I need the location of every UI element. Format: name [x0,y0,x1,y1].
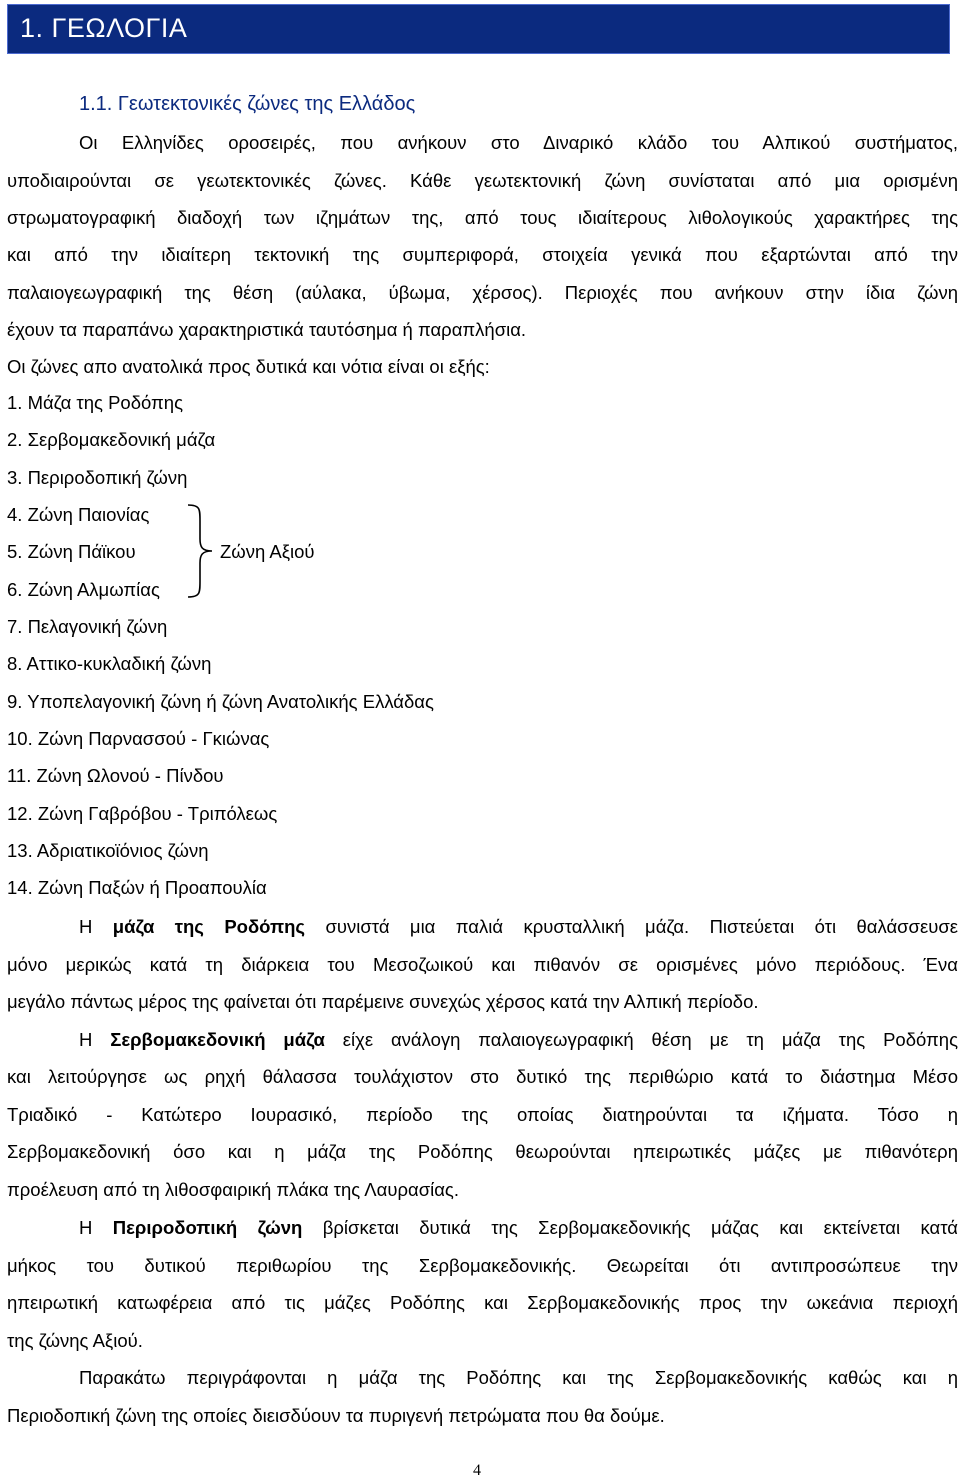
list-item: 11. Ζώνη Ωλονού - Πίνδου [7,765,224,786]
intro-line-7: Οι ζώνες απο ανατολικά προς δυτικά και νότια είναι οι εξής: [7,356,490,377]
list-item: 2. Σερβομακεδονική μάζα [7,429,216,450]
peri-bold-term: Περιροδοπική ζώνη [112,1217,303,1238]
rhodope-line-3: μεγάλο πάντως μέρος της φαίνεται ότι παρέμεινε συνεχώς χέρσος κατά την Αλπική περίοδο. [7,991,759,1012]
below-line-2: Περιοδοπική ζώνη της οποίες διεισδύουν τα πυριγενή πετρώματα που θα δούμε. [7,1405,665,1426]
intro-line-5: παλαιογεωγραφική της θέση (αύλακα, ύβωμα, χέρσος). Περιοχές που ανήκουν στην ίδια ζώνη [7,282,958,303]
rhodope-line-2: μόνο μερικώς κατά τη διάρκεια του Μεσοζωικού και πιθανόν σε ορισμένες μόνο περιόδους. Ένα [7,954,958,975]
intro-line-2: υποδιαιρούνται σε γεωτεκτονικές ζώνες. Κάθε γεωτεκτονική ζώνη συνίσταται από μια ορισμένη [7,170,958,191]
chapter-header-bar [7,4,950,54]
list-item: 10. Ζώνη Παρνασσού - Γκιώνας [7,728,270,749]
serbo-bold-term: Σερβομακεδονική μάζα [110,1029,325,1050]
intro-line-3: στρωματογραφική διαδοχή των ιζημάτων της, από τους ιδιαίτερους λιθολογικούς χαρακτήρες της [7,207,958,228]
below-line-1: Παρακάτω περιγράφονται η μάζα της Ροδόπης και της Σερβομακεδονικής καθώς και η [79,1367,958,1388]
list-item: 4. Ζώνη Παιονίας [7,504,150,525]
peri-line-4: της ζώνης Αξιού. [7,1330,143,1351]
intro-line-4: και από την ιδιαίτερη τεκτονική της συμπεριφορά, στοιχεία γενικά που εξαρτώνται από την [7,244,958,265]
rhodope-bold-term: μάζα της Ροδόπης [112,916,306,937]
list-item: 14. Ζώνη Παξών ή Προαπουλία [7,877,267,898]
list-item: 5. Ζώνη Πάϊκου [7,541,136,562]
intro-line-6: έχουν τα παραπάνω χαρακτηριστικά ταυτόσημα ή παραπλήσια. [7,319,527,340]
peri-line-3: ηπειρωτική κατωφέρεια από τις μάζες Ροδόπης και Σερβομακεδονικής προς την ωκεάνια περιοχή [7,1292,958,1313]
list-item: 7. Πελαγονική ζώνη [7,616,168,637]
page-number: 4 [473,1462,481,1479]
serbo-line-3: Τριαδικό - Κατώτερο Ιουρασικό, περίοδο της οποίας διατηρούνται τα ιζήματα. Τόσο η [7,1104,958,1125]
list-item: 13. Αδριατικοϊόνιος ζώνη [7,840,209,861]
list-item: 6. Ζώνη Αλμωπίας [7,579,160,600]
chapter-title: 1. ΓΕΩΛΟΓΙΑ [20,13,188,43]
serbo-line-5: προέλευση από τη λιθοσφαιρική πλάκα της Λαυρασίας. [7,1179,459,1200]
intro-line-1: Οι Ελληνίδες οροσειρές, που ανήκουν στο Διναρικό κλάδο του Αλπικού συστήματος, [79,132,958,153]
rhodope-line-1: Η μάζα της Ροδόπης συνιστά μια παλιά κρυσταλλική μάζα. Πιστεύεται ότι θαλάσσευσε [79,916,959,937]
list-item: 3. Περιροδοπική ζώνη [7,467,188,488]
list-item: 1. Μάζα της Ροδόπης [7,392,184,413]
serbo-line-1: Η Σερβομακεδονική μάζα είχε ανάλογη παλαιογεωγραφική θέση με τη μάζα της Ροδόπης [79,1029,958,1050]
section-title: 1.1. Γεωτεκτονικές ζώνες της Ελλάδος [79,93,416,115]
grouping-brace [186,503,216,599]
list-item: 12. Ζώνη Γαβρόβου - Τριπόλεως [7,803,278,824]
serbo-line-4: Σερβομακεδονική όσο και η μάζα της Ροδόπης θεωρούνται ηπειρωτικές μάζες με πιθανότερη [7,1141,958,1162]
brace-label: Ζώνη Αξιού [220,541,315,562]
peri-line-1: Η Περιροδοπική ζώνη βρίσκεται δυτικά της Σερβομακεδονικής μάζας και εκτείνεται κατά [79,1217,958,1238]
peri-line-2: μήκος του δυτικού περιθωρίου της Σερβομακεδονικής. Θεωρείται ότι αντιπροσώπευε την [7,1255,958,1276]
serbo-line-2: και λειτούργησε ως ρηχή θάλασσα τουλάχιστον στο δυτικό της περιθώριο κατά το διάστημα Μέσο [7,1066,958,1087]
list-item: 8. Αττικο-κυκλαδική ζώνη [7,653,212,674]
list-item: 9. Υποπελαγονική ζώνη ή ζώνη Ανατολικής Ελλάδας [7,691,434,712]
